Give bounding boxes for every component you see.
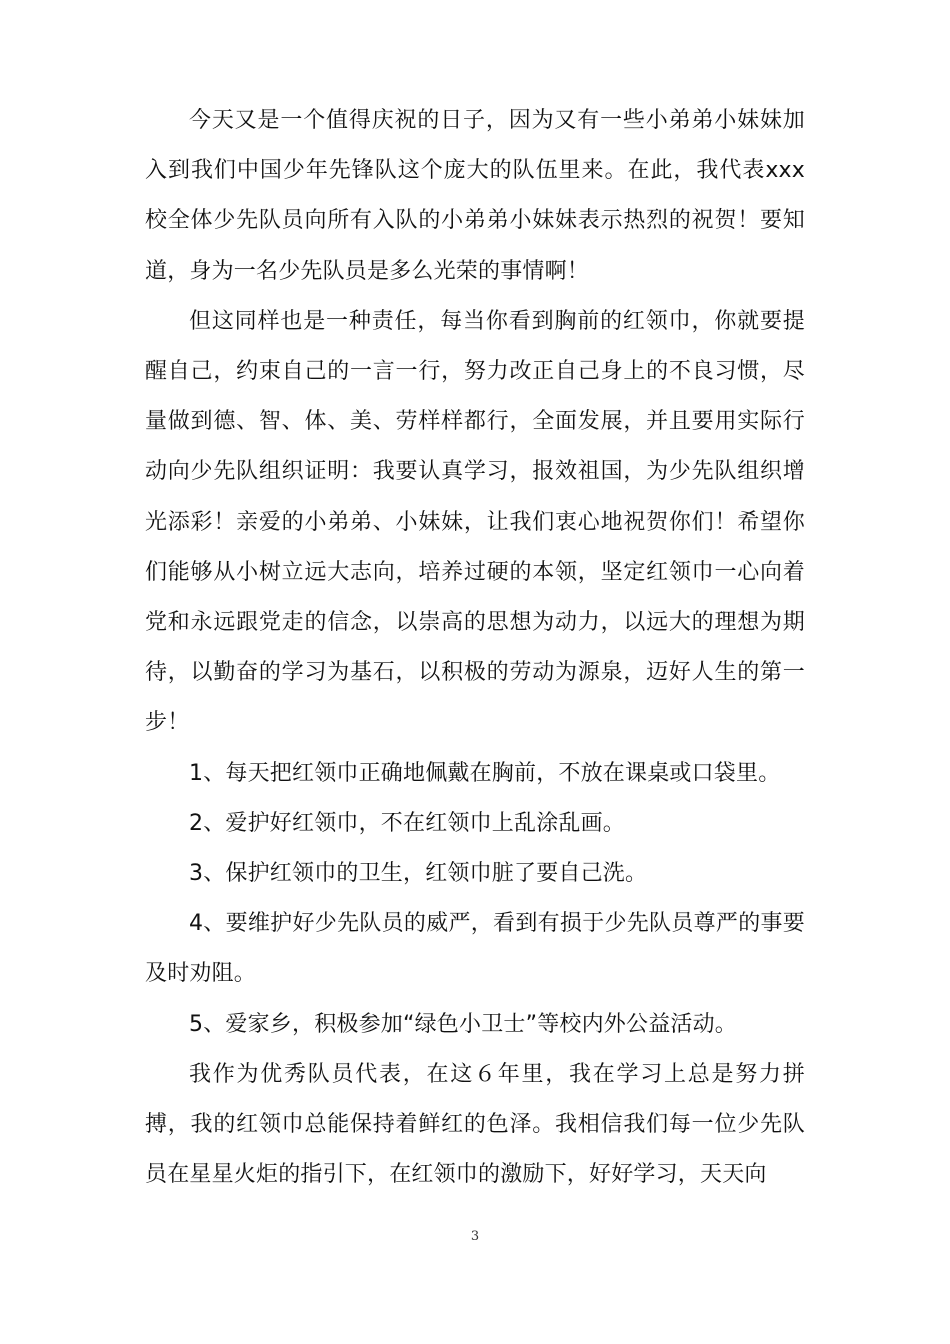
list-item-rule-4: 4、要维护好少先队员的威严，看到有损于少先队员尊严的事要及时劝阻。: [145, 911, 805, 987]
paragraph-intro: 今天又是一个值得庆祝的日子，因为又有一些小弟弟小妹妹加入到我们中国少年先锋队这个庞大的队伍里来。在此，我代表xxx校全体少先队员向所有入队的小弟弟小妹妹表示热烈的祝贺！要知道，身为一名少先队员是多么光荣的事情啊！: [145, 108, 805, 284]
list-item-rule-5: 5、爱家乡，积极参加“绿色小卫士”等校内外公益活动。: [189, 1011, 737, 1037]
paragraph-representative: 我作为优秀队员代表，在这６年里，我在学习上总是努力拼搏，我的红领巾总能保持着鲜红的色泽。我相信我们每一位少先队员在星星火炬的指引下，在红领巾的激励下，好好学习，天天向: [145, 1061, 805, 1188]
list-item-rule-2: 2、爱护好红领巾，不在红领巾上乱涂乱画。: [189, 810, 625, 836]
list-item-rule-3: 3、保护红领巾的卫生，红领巾脏了要自己洗。: [189, 861, 648, 887]
paragraph-responsibility: 但这同样也是一种责任，每当你看到胸前的红领巾，你就要提醒自己，约束自己的一言一行，努力改正自己身上的不良习惯，尽量做到德、智、体、美、劳样样都行，全面发展，并且要用实际行动向少先队组织证明：我要认真学习，报效祖国，为少先队组织增光添彩！亲爱的小弟弟、小妹妹，让我们衷心地祝贺你们！希望你们能够从小树立远大志向，培养过硬的本领，坚定红领巾一心向着党和永远跟党走的信念，以崇高的思想为动力，以远大的理想为期待，以勤奋的学习为基石，以积极的劳动为源泉，迈好人生的第一步！: [145, 308, 805, 736]
page-number: 3: [470, 1229, 480, 1244]
document-body: [145, 96, 805, 1200]
list-item-rule-1: 1、每天把红领巾正确地佩戴在胸前，不放在课桌或口袋里。: [189, 760, 781, 786]
